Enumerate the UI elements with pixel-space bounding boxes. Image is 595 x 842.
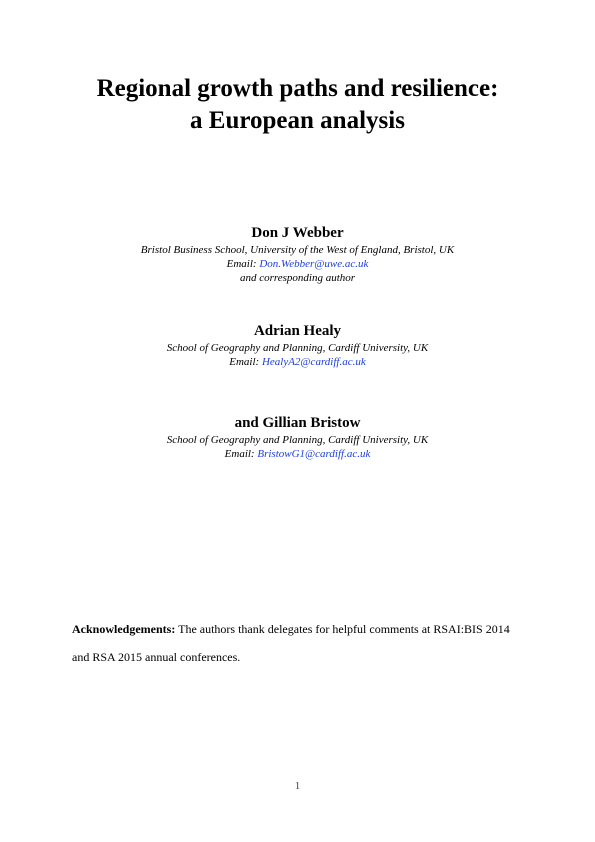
acknowledgements-text-1: The authors thank delegates for helpful comments at RSAI:BIS 2014: [175, 622, 510, 636]
author-email-line: [0, 447, 595, 461]
author-name: Adrian Healy: [253, 323, 342, 339]
author-email-link[interactable]: HealyA2@cardiff.ac.uk: [261, 356, 366, 368]
author-block-webber: [0, 224, 595, 285]
author-block-bristow: [0, 414, 595, 461]
author-affiliation: School of Geography and Planning, Cardiff University, UK: [166, 434, 429, 446]
paper-title-line-2: a European analysis: [190, 107, 405, 134]
paper-title-line-1: Regional growth paths and resilience:: [96, 75, 499, 102]
acknowledgements-label: Acknowledgements:: [72, 622, 176, 636]
author-name: Don J Webber: [251, 225, 344, 241]
email-prefix: Email:: [226, 258, 260, 270]
acknowledgements-line-1: [72, 622, 532, 636]
email-prefix: Email:: [224, 448, 258, 460]
author-name: and Gillian Bristow: [234, 415, 361, 431]
acknowledgements-line-2: and RSA 2015 annual conferences.: [72, 650, 241, 664]
author-email-line: [0, 355, 595, 369]
page-number: 1: [294, 780, 301, 792]
author-block-healy: [0, 322, 595, 369]
corresponding-author-note: and corresponding author: [239, 272, 356, 284]
author-email-link[interactable]: BristowG1@cardiff.ac.uk: [257, 448, 371, 460]
author-affiliation: Bristol Business School, University of the West of England, Bristol, UK: [140, 244, 455, 256]
email-prefix: Email:: [229, 356, 262, 368]
author-email-link[interactable]: Don.Webber@uwe.ac.uk: [259, 258, 369, 270]
author-affiliation: School of Geography and Planning, Cardiff University, UK: [166, 342, 429, 354]
author-email-line: [0, 257, 595, 271]
